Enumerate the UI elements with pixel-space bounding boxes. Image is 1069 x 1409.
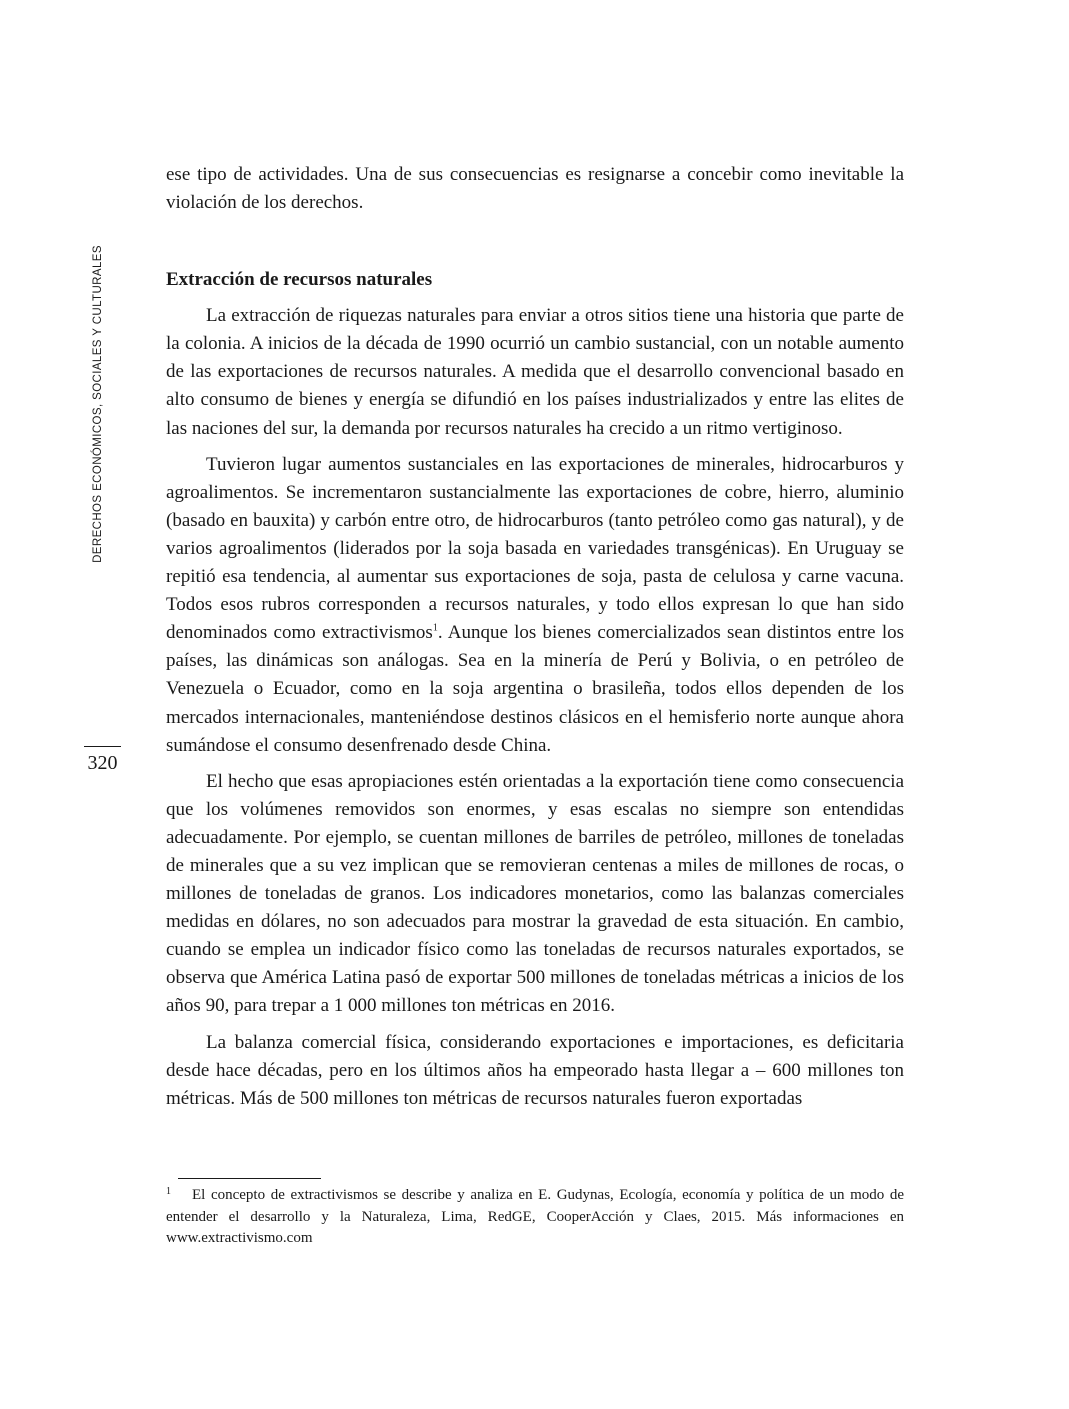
footnote-reference[interactable]: 1: [432, 622, 438, 634]
footnote-separator: [178, 1178, 321, 1179]
footnote-marker: 1: [166, 1186, 171, 1197]
intro-paragraph: ese tipo de actividades. Una de sus consecuencias es resignarse a concebir como inevitable la violación de los derechos.: [166, 164, 904, 214]
paragraph-2-part-1: Tuvieron lugar aumentos sustanciales en las exportaciones de minerales, hidrocarburos y agroalimentos. Se incrementaron sustancialmente las exportaciones de cobre, hierro, aluminio (basado en bauxita) y carbón entre otro, de hidrocarburos (tanto petróleo como gas natural), y de varios agroalimentos (liderados por la soja basada en variedades transgénicas). En Uruguay se repitió esa tendencia, al aumentar sus exportaciones de soja, pasta de celulosa y carne vacuna. Todos esos rubros corresponden a recursos naturales, y todo ellos expresan lo que han sido denominados como extractivismos: [166, 453, 904, 644]
page-number-rule: [84, 746, 121, 747]
paragraph-4: La balanza comercial física, considerando exportaciones e importaciones, es deficitaria desde hace décadas, pero en los últimos años ha empeorado hasta llegar a – 600 millones ton métricas. Más de 500 millones ton métricas de recursos naturales fueron exportadas: [166, 1031, 904, 1109]
page-number: 320: [87, 752, 118, 774]
paragraph-2-part-2: . Aunque los bienes comercializados sean distintos entre los países, las dinámicas son análogas. Sea en la minería de Perú y Bolivia, o en petróleo de Venezuela o Ecuador, como en la soja argentina o brasileña, todos ellos dependen de los mercados internacionales, manteniéndose destinos clásicos en el hemisferio norte aunque ahora sumándose el consumo desenfrenado desde China.: [166, 622, 904, 756]
main-text: [166, 161, 904, 1121]
paragraph-2: [166, 451, 904, 760]
paragraph-3: El hecho que esas apropiaciones estén orientadas a la exportación tiene como consecuencia que los volúmenes removidos son enormes, y esas escalas no siempre son entendidas adecuadamente. Por ejemplo, se cuentan millones de barriles de petróleo, millones de toneladas de minerales que a su vez implican que se removieran centenas a miles de millones de rocas, o millones de toneladas de granos. Los indicadores monetarios, como las balanzas comerciales medidas en dólares, no son adecuados para mostrar la gravedad de esta situación. En cambio, cuando se emplea un indicador físico como las toneladas de recursos naturales exportados, se observa que América Latina pasó de exportar 500 millones de toneladas métricas a inicios de los años 90, para trepar a 1 000 millones ton métricas en 2016.: [166, 770, 904, 1017]
running-head: DERECHOS ECONÓMICOS, SOCIALES Y CULTURALES: [92, 245, 104, 563]
footnote: [166, 1185, 904, 1250]
paragraph-1: La extracción de riquezas naturales para enviar a otros sitios tiene una historia que parte de la colonia. A inicios de la década de 1990 ocurrió un cambio sustancial, con un notable aumento de las exportaciones de recursos naturales. A medida que el desarrollo convencional basado en alto consumo de bienes y energía se difundió en los países industrializados y entre las elites de las naciones del sur, la demanda por recursos naturales ha crecido a un ritmo vertiginoso.: [166, 305, 904, 439]
section-heading: Extracción de recursos naturales: [166, 269, 433, 291]
footnote-text: El concepto de extractivismos se describe y analiza en E. Gudynas, Ecología, economía y política de un modo de entender el desarrollo y la Naturaleza, Lima, RedGE, CooperAcción y Claes, 2015. Más informaciones en www.extractivismo.com: [166, 1187, 904, 1246]
